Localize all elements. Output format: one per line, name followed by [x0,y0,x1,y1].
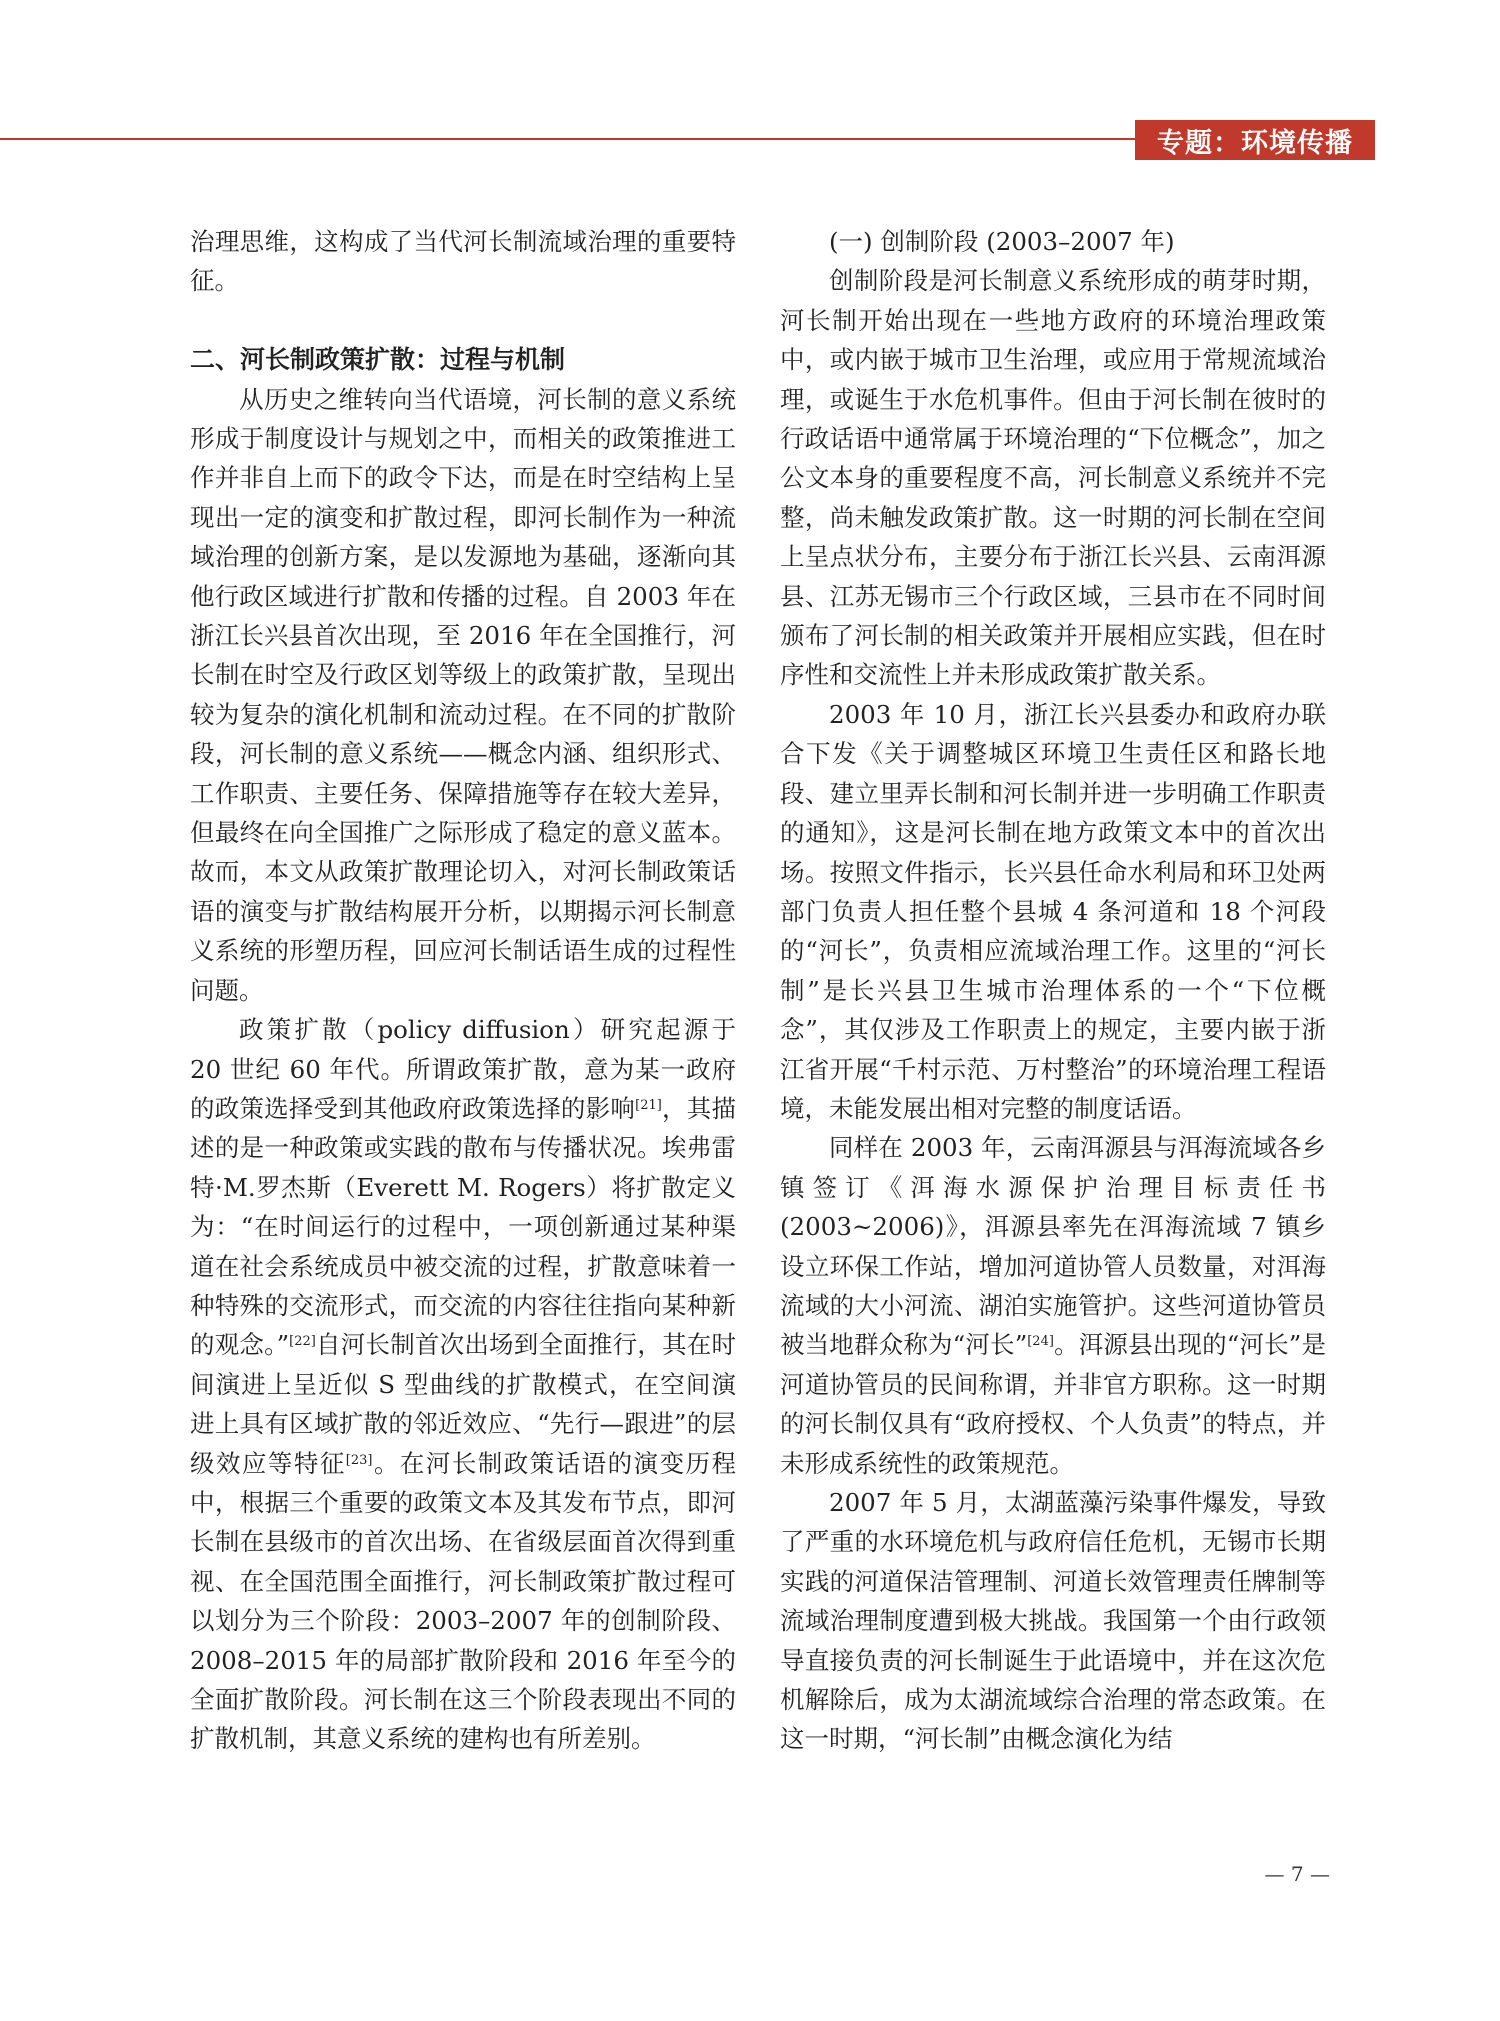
section-tag: 专题：环境传播 [1135,120,1375,160]
citation-ref: [23] [345,1452,373,1468]
body-paragraph: 从历史之维转向当代语境，河长制的意义系统形成于制度设计与规划之中，而相关的政策推进工作并非自上而下的政令下达，而是在时空结构上呈现出一定的演变和扩散过程，即河长制作为一种流域治理的创新方案，是以发源地为基础，逐渐向其他行政区域进行扩散和传播的过程。自 2003 年在浙江长兴县首次出现，至 2016 年在全国推行，河长制在时空及行政区划等级上的政策扩散，呈现出较为复杂的演化机制和流动过程。在不同的扩散阶段，河长制的意义系统——概念内涵、组织形式、工作职责、主要任务、保障措施等存在较大差异，但最终在向全国推广之际形成了稳定的意义蓝本。故而，本文从政策扩散理论切入，对河长制政策话语的演变与扩散结构展开分析，以期揭示河长制意义系统的形塑历程，回应河长制话语生成的过程性问题。 [190,384,736,1005]
spacer [190,301,736,340]
citation-ref: [24] [1027,1334,1054,1350]
paragraph-text: ，其描述的是一种政策或实践的散布与传播状况。埃弗雷特·M.罗杰斯（Everett M. Rogers）将扩散定义为：“在时间运行的过程中，一项创新通过某种渠道在社会系统成员中被交流的过程，扩散意味着一种特殊的交流形式，而交流的内容往往指向某种新的观念。” [190,1093,736,1360]
paragraph-text: 同样在 2003 年，云南洱源县与洱海流域各乡镇签订《洱海水源保护治理目标责任书(2003~2006)》，洱源县率先在洱海流域 7 镇乡设立环保工作站，增加河道协管人员数量，对洱海流域的大小河流、湖泊实施管护。这些河道协管员被当地群众称为“河长” [780,1133,1326,1360]
paragraph-text: 自河长制首次出场到全面推行，其在时间演进上呈近似 S 型曲线的扩散模式，在空间演进上具有区域扩散的邻近效应、“先行—跟进”的层级效应等特征 [190,1330,736,1478]
paragraph-text: 政策扩散（policy diffusion）研究起源于 20 世纪 60 年代。所谓政策扩散，意为某一政府的政策选择受到其他政府政策选择的影响 [190,1015,736,1123]
body-paragraph: 2003 年 10 月，浙江长兴县委办和政府办联合下发《关于调整城区环境卫生责任区和路长地段、建立里弄长制和河长制并进一步明确工作职责的通知》，这是河长制在地方政策文本中的首次出场。按照文件指示，长兴县任命水利局和环卫处两部门负责人担任整个县城 4 条河道和 18 个河段的“河长”，负责相应流域治理工作。这里的“河长制”是长兴县卫生城市治理体系的一个“下位概念”，其仅涉及工作职责上的规定，主要内嵌于浙江省开展“千村示范、万村整治”的环境治理工程语境，未能发展出相对完整的制度话语。 [780,699,1326,1123]
left-column [190,222,736,1759]
body-paragraph [190,1010,736,1759]
subsection-heading: (一) 创制阶段 (2003–2007 年) [829,227,1175,256]
right-column [780,222,1326,1759]
body-paragraph: 2007 年 5 月，太湖蓝藻污染事件爆发，导致了严重的水环境危机与政府信任危机，无锡市长期实践的河道保洁管理制、河道长效管理责任牌制等流域治理制度遭到极大挑战。我国第一个由行政领导直接负责的河长制诞生于此语境中，并在这次危机解除后，成为太湖流域综合治理的常态政策。在这一时期，“河长制”由概念演化为结 [780,1488,1326,1754]
page-number: — 7 — [1264,1862,1330,1886]
citation-ref: [21] [635,1097,662,1113]
body-paragraph [780,1128,1326,1483]
paragraph-text: 。在河长制政策话语的演变历程中，根据三个重要的政策文本及其发布节点，即河长制在县级市的首次出场、在省级层面首次得到重视、在全国范围全面推行，河长制政策扩散过程可以划分为三个阶段：2003–2007 年的创制阶段、2008–2015 年的局部扩散阶段和 2016 年至今的全面扩散阶段。河长制在这三个阶段表现出不同的扩散机制，其意义系统的建构也有所差别。 [190,1448,737,1754]
paragraph-text: 。洱源县出现的“河长”是河道协管员的民间称谓，并非官方职称。这一时期的河长制仅具有“政府授权、个人负责”的特点，并未形成系统性的政策规范。 [780,1330,1326,1478]
intro-continued-paragraph: 治理思维，这构成了当代河长制流域治理的重要特征。 [190,227,736,296]
body-paragraph: 创制阶段是河长制意义系统形成的萌芽时期，河长制开始出现在一些地方政府的环境治理政策中，或内嵌于城市卫生治理，或应用于常规流域治理，或诞生于水危机事件。但由于河长制在彼时的行政话语中通常属于环境治理的“下位概念”，加之公文本身的重要程度不高，河长制意义系统并不完整，尚未触发政策扩散。这一时期的河长制在空间上呈点状分布，主要分布于浙江长兴县、云南洱源县、江苏无锡市三个行政区域，三县市在不同时间颁布了河长制的相关政策并开展相应实践，但在时序性和交流性上并未形成政策扩散关系。 [780,266,1326,690]
header-rule [0,138,1135,140]
section-heading: 二、河长制政策扩散：过程与机制 [190,345,566,375]
citation-ref: [22] [289,1334,316,1350]
